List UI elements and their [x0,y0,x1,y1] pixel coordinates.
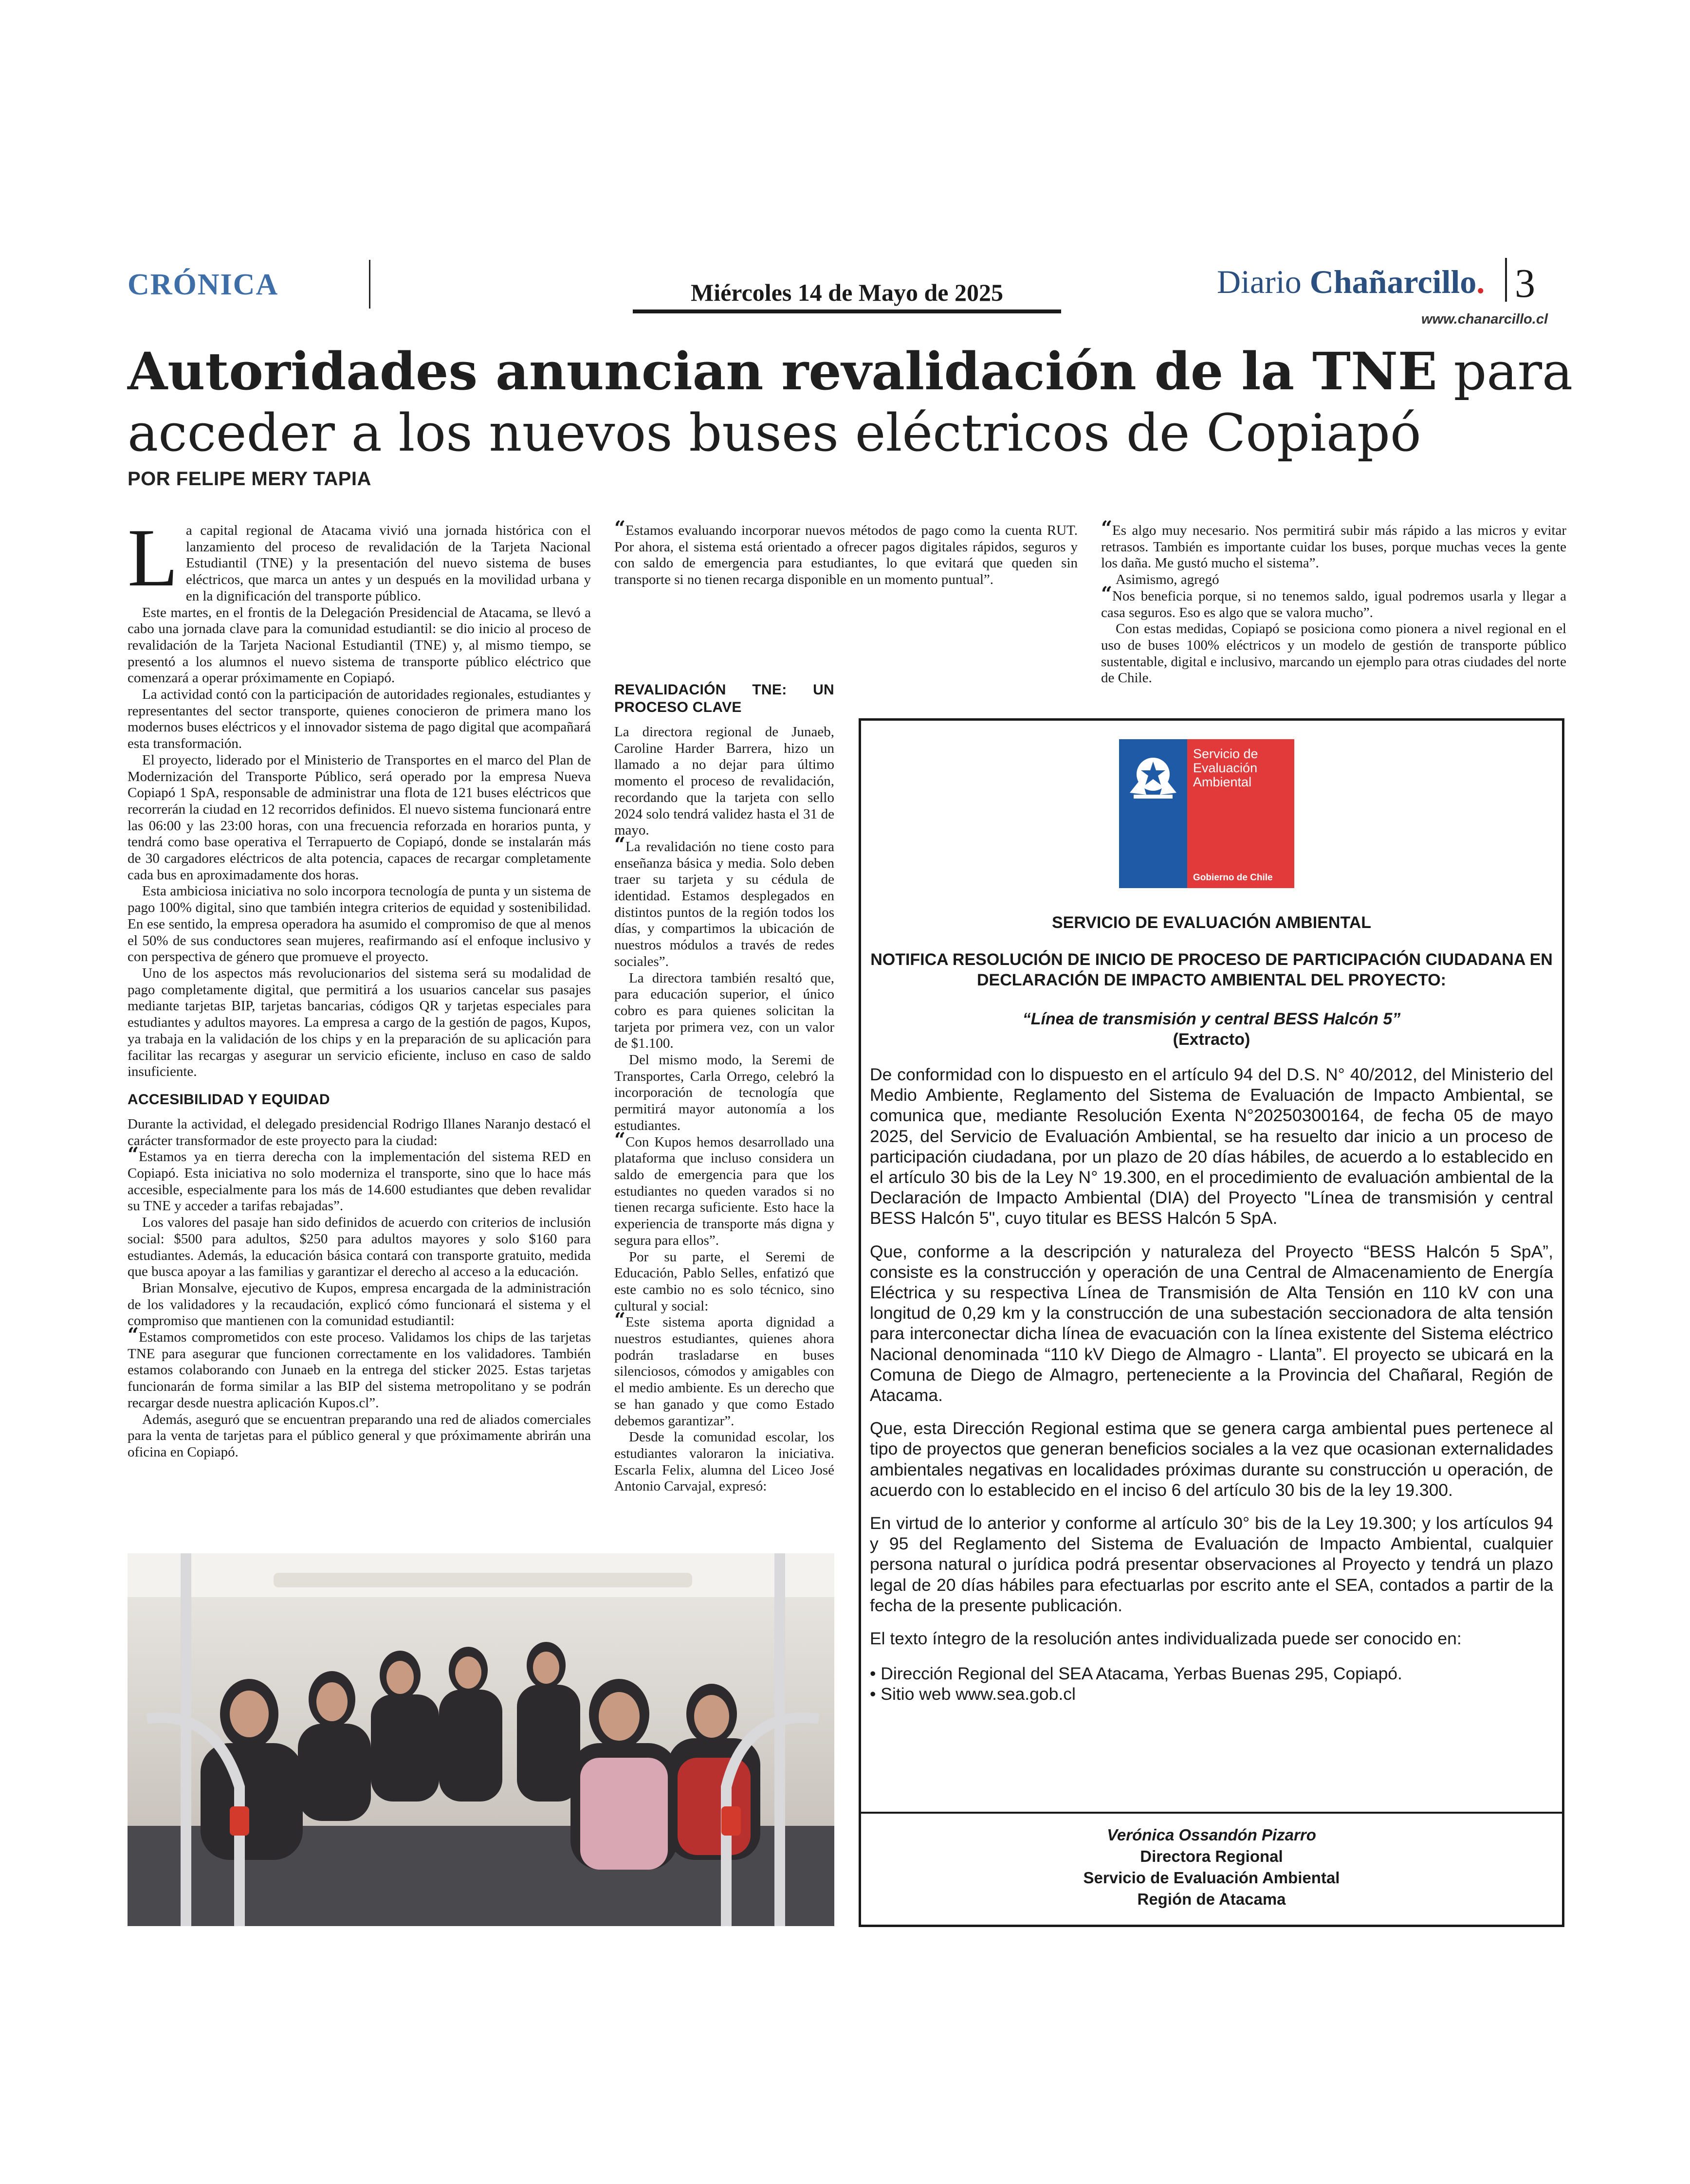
paragraph: Por su parte, el Seremi de Educación, Pablo Selles, enfatizó que este cambio no es solo técnico, sino cultural y social: [614,1249,834,1314]
title-regular: para [1437,342,1573,401]
list-item: • Dirección Regional del SEA Atacama, Yerbas Buenas 295, Copiapó. [870,1663,1553,1684]
quote-paragraph [128,1143,591,1215]
notice-paragraph: Que, esta Dirección Regional estima que se genera carga ambiental pues pertenece al tipo de proyectos que generan beneficios sociales a la vez que ocasionan externalidades ambientales negativas en localidades próximas durante su construcción u operación, de acuerdo con lo establecido en el inciso 6 del artículo 30 bis de la ley 19.300. [870,1419,1553,1500]
legal-notice [859,718,1564,1927]
sea-logo-red-panel [1187,739,1294,888]
article-title [128,341,1588,464]
header-divider [369,260,370,309]
quote-text: Estamos evaluando incorporar nuevos métodos de pago como la cuenta RUT. Por ahora, el sistema está orientado a ofrecer pagos digitales rápidos, seguros y con saldo de emergencia para estudiantes, lo que evitará que queden sin transporte si no tienen recarga disponible en un momento puntual”. [614,523,1078,588]
sea-logo [1119,739,1294,888]
quote-mark-icon: “ [1101,517,1113,540]
quote-mark-icon: “ [128,1143,139,1166]
article-column-3 [1101,517,1566,717]
article-column-2 [614,681,834,1533]
page-number: 3 [1515,261,1535,306]
quote-text: Nos beneficia porque, si no tenemos saldo, igual podremos usarla y llegar a casa seguros. Eso es algo que se valora mucho”. [1101,588,1566,620]
quote-paragraph [614,517,1078,588]
quote-mark-icon: “ [1101,582,1113,605]
paragraph: La actividad contó con la participación de autoridades regionales, estudiantes y representantes del sector transporte, quienes conocieron de primera mano los modernos buses eléctricos y el innovador sistema de pago digital que acompañará esta transformación. [128,687,591,752]
paragraph: La directora regional de Junaeb, Caroline Harder Barrera, hizo un llamado a no dejar para último momento el proceso de revalidación, recordando que la tarjeta con sello 2024 solo tendrá validez hasta el 31 de mayo. [614,724,834,838]
issue-date: Miércoles 14 de Mayo de 2025 [691,279,1003,306]
quote-mark-icon: “ [614,517,626,540]
list-item: • Sitio web www.sea.gob.cl [870,1684,1553,1704]
sea-logo-blue-panel [1119,739,1187,888]
quote-text: Estamos comprometidos con este proceso. Validamos los chips de las tarjetas TNE para asegurar que funcionen correctamente en los validadores. También estamos colaborando con Junaeb en la entrega del sticker 2025. Estas tarjetas funcionarán de forma similar a las BIP del sistema metropolitano y se podrán recargar desde nuestra aplicación Kupos.cl”. [128,1329,591,1411]
notice-body [870,1064,1553,1705]
drop-cap: L [128,512,178,603]
quote-text: Es algo muy necesario. Nos permitirá subir más rápido a las micros y evitar retrasos. También es importante cuidar los buses, porque muchas veces la gente los daña. Me gustó mucho el sistema”. [1101,523,1566,571]
notice-location-list [870,1663,1553,1704]
masthead [1217,263,1485,301]
paragraph: Con estas medidas, Copiapó se posiciona como pionera a nivel regional en el uso de buses 100% eléctricos y un modelo de gestión de transporte público sustentable, digital e inclusivo, marcando un ejemplo para otras ciudades del norte de Chile. [1101,621,1566,686]
subhead-accesibilidad: ACCESIBILIDAD Y EQUIDAD [128,1091,330,1108]
notice-paragraph: El texto íntegro de la resolución antes individualizada puede ser conocido en: [870,1629,1462,1649]
quote-mark-icon: “ [614,833,626,856]
masthead-name: Chañarcillo [1309,263,1477,300]
lead-paragraph [128,512,591,605]
signatory-role: Directora Regional [1140,1847,1283,1865]
masthead-dot: . [1476,263,1485,300]
notice-separator [861,1812,1562,1814]
project-name: “Línea de transmisión y central BESS Halcón 5” [1022,1010,1401,1028]
quote-mark-icon: “ [614,1128,626,1151]
extract-label: (Extracto) [1173,1030,1250,1049]
chile-coat-of-arms-icon [1119,744,1187,812]
section-name: CRÓNICA [128,268,279,301]
paragraph: Uno de los aspectos más revolucionarios del sistema será su modalidad de pago completamente digital, que permitirá a los usuarios cancelar sus pasajes mediante tarjetas BIP, tarjetas bancarias, códigos QR y tarjetas especiales para estudiantes y adultos mayores. La empresa a cargo de la gestión de pagos, Kupos, ya trabaja en la validación de los chips y en la preparación de su aplicación para facilitar las recargas y asegurar un servicio eficiente, incluso en caso de saldo insuficiente. [128,965,591,1080]
notice-paragraph: Que, conforme a la descripción y naturaleza del Proyecto “BESS Halcón 5 SpA”, consiste es la construcción y operación de una Central de Almacenamiento de Energía Eléctrica y su respectiva Línea de Transmisión de Alta Tensión en 110 kV con una longitud de 0,29 km y la construcción de una subestación seccionadora de alta tensión para interconectar dicha línea de evacuación con la línea existente del Sistema eléctrico Nacional denominada “110 kV Diego de Almagro - Llanta”. El proyecto se ubicará en la Comuna de Diego de Almagro, perteneciente a la Provincia del Chañaral, Región de Atacama. [870,1241,1553,1405]
paragraph: Desde la comunidad escolar, los estudiantes valoraron la iniciativa. Escarla Felix, alumna del Liceo José Antonio Carvajal, expresó: [614,1429,834,1494]
quote-paragraph [1101,582,1566,621]
date-block [633,278,1061,304]
subhead-revalidacion: REVALIDACIÓN TNE: UN PROCESO CLAVE [614,682,834,715]
paragraph: La directora también resaltó que, para educación superior, el único cobro es para quienes solicitan la tarjeta por primera vez, con un valor de $1.100. [614,970,834,1052]
paragraph: Brian Monsalve, ejecutivo de Kupos, empresa encargada de la administración de los validadores y la recaudación, explicó cómo funcionará el sistema y el compromiso que mantienen con la comunidad estudiantil: [128,1280,591,1329]
quote-paragraph [128,1324,591,1412]
signatory-region: Región de Atacama [1137,1890,1286,1908]
notice-project [870,1009,1553,1050]
sea-logo-text: Servicio de Evaluación Ambiental [1193,746,1258,789]
paragraph: Durante la actividad, el delegado presidencial Rodrigo Illanes Naranjo destacó el carácter transformador de este proyecto para la ciudad: [128,1116,591,1148]
article-column-1 [128,512,591,1535]
lead-text: a capital regional de Atacama vivió una jornada histórica con el lanzamiento del proceso de revalidación de la Tarjeta Nacional Estudiantil (TNE) y la presentación del nuevo sistema de buses eléctricos, que marca un antes y un después en la movilidad urbana y en la dignificación del transporte público. [185,523,591,604]
quote-paragraph [614,1128,834,1249]
article-column-2-top [614,517,1078,669]
quote-mark-icon: “ [128,1324,139,1347]
quote-paragraph [614,1309,834,1429]
page-number-divider [1505,258,1507,302]
byline: POR FELIPE MERY TAPIA [128,468,371,490]
paragraph: Este martes, en el frontis de la Delegación Presidencial de Atacama, se llevó a cabo una jornada clave para la comunidad estudiantil: se dio inicio al proceso de revalidación de la Tarjeta Nacional Estudiantil (TNE) y, al mismo tiempo, se presentó a los alumnos el nuevo sistema de transporte público eléctrico que comenzará a operar próximamente en Copiapó. [128,604,591,686]
notice-headline: NOTIFICA RESOLUCIÓN DE INICIO DE PROCESO DE PARTICIPACIÓN CIUDADANA EN DECLARACIÓN DE IMPACTO AMBIENTAL DEL PROYECTO: [870,950,1553,989]
notice-signature [870,1824,1553,1910]
quote-mark-icon: “ [614,1309,626,1332]
notice-paragraph: En virtud de lo anterior y conforme al artículo 30° bis de la Ley 19.300; y los artículos 94 y 95 del Reglamento del Sistema de Evaluación de Impacto Ambiental, cualquier persona natural o jurídica podrá presentar observaciones al Proyecto y tendrá un plazo legal de 20 días hábiles para efectuarlas por escrito ante el SEA, contados a partir de la fecha de la presente publicación. [870,1513,1553,1615]
paragraph: Esta ambiciosa iniciativa no solo incorpora tecnología de punta y un sistema de pago 100% digital, sino que también integra criterios de equidad y sostenibilidad. En ese sentido, la empresa operadora ha asumido el compromiso de que al menos el 50% de sus conductores sean mujeres, reafirmando así el enfoque inclusivo y con perspectiva de género que promueve el proyecto. [128,883,591,965]
site-url: www.chanarcillo.cl [1421,311,1548,327]
paragraph: Los valores del pasaje han sido definidos de acuerdo con criterios de inclusión social: $500 para adultos, $250 para adultos mayores y solo $160 para estudiantes. Además, la educación básica contará con transporte gratuito, medida que busca apoyar a las familias y garantizar el derecho al acceso a la educación. [128,1215,591,1280]
paragraph: Asimismo, agregó [1116,572,1219,588]
quote-text: Estamos ya en tierra derecha con la implementación del sistema RED en Copiapó. Esta iniciativa no solo moderniza el transporte, sino que lo hace más accesible, especialmente para los más de 14.600 estudiantes que deben revalidar su TNE y acceder a tarifas rebajadas”. [128,1149,591,1214]
sea-logo-gov: Gobierno de Chile [1193,873,1273,883]
notice-organization: SERVICIO DE EVALUACIÓN AMBIENTAL [1051,913,1372,932]
paragraph [128,1412,591,1461]
quote-paragraph [1101,517,1566,572]
signatory-org: Servicio de Evaluación Ambiental [1083,1869,1340,1887]
quote-text: Con Kupos hemos desarrollado una plataforma que incluso considera un saldo de emergencia para que los estudiantes no queden varados si no tienen recarga suficiente. Esto hace la experiencia de transporte más digna y segura para ellos”. [614,1134,834,1248]
notice-paragraph: De conformidad con lo dispuesto en el artículo 94 del D.S. N° 40/2012, del Ministerio del Medio Ambiente, Reglamento del Sistema de Evaluación de Impacto Ambiental, se comunica que, mediante Resolución Exenta N°20250300164, de fecha 05 de mayo 2025, del Servicio de Evaluación Ambiental, se ha resuelto dar inicio a un proceso de participación ciudadana, por un plazo de 20 días hábiles, de acuerdo a lo establecido en el artículo 30 bis de la Ley N° 19.300, en el procedimiento de evaluación ambiental de la Declaración de Impacto Ambiental (DIA) del Proyecto "Línea de transmisión y central BESS Halcón 5", cuyo titular es BESS Halcón 5 SpA. [870,1065,1553,1228]
masthead-prefix: Diario [1217,263,1302,300]
date-rule [633,309,1061,313]
title-bold: Autoridades anuncian revalidación de la TNE [128,341,1437,401]
paragraph-text: Además, aseguró que se encuentran preparando una red de aliados comerciales para la venta de tarjetas para el público general y que próximamente abrirán una oficina en Copiapó. [128,1411,591,1460]
signatory-name: Verónica Ossandón Pizarro [1107,1826,1316,1844]
paragraph: Del mismo modo, la Seremi de Transportes, Carla Orrego, celebró la incorporación de tecnología que permitirá mayor autonomía a los estudiantes. [614,1052,834,1133]
title-line2: acceder a los nuevos buses eléctricos de Copiapó [128,403,1421,463]
quote-text: Este sistema aporta dignidad a nuestros estudiantes, quienes ahora podrán trasladarse en buses silenciosos, cómodos y amigables con el medio ambiente. Es un derecho que se han ganado y que como Estado debemos garantizar”. [614,1314,834,1429]
quote-text: La revalidación no tiene costo para enseñanza básica y media. Solo deben traer su tarjeta y su cédula de identidad. Estamos desplegados en distintos puntos de la región todos los días, y compartimos la ubicación de nuestros módulos a través de redes sociales”. [614,838,834,969]
paragraph: El proyecto, liderado por el Ministerio de Transportes en el marco del Plan de Modernización del Transporte Público, será operado por la empresa Nueva Copiapó 1 SpA, responsable de administrar una flota de 121 buses eléctricos que recorrerán la ciudad en 12 recorridos definidos. El nuevo sistema funcionará entre las 06:00 y las 23:00 horas, con una frecuencia reforzada en horarios punta, y tendrá como base operativa el Terrapuerto de Copiapó, donde se instalarán más de 30 cargadores eléctricos de alta potencia, capaces de recargar completamente cada bus en aproximadamente dos horas. [128,752,591,883]
article-photo [128,1553,834,1926]
quote-paragraph [614,833,834,970]
